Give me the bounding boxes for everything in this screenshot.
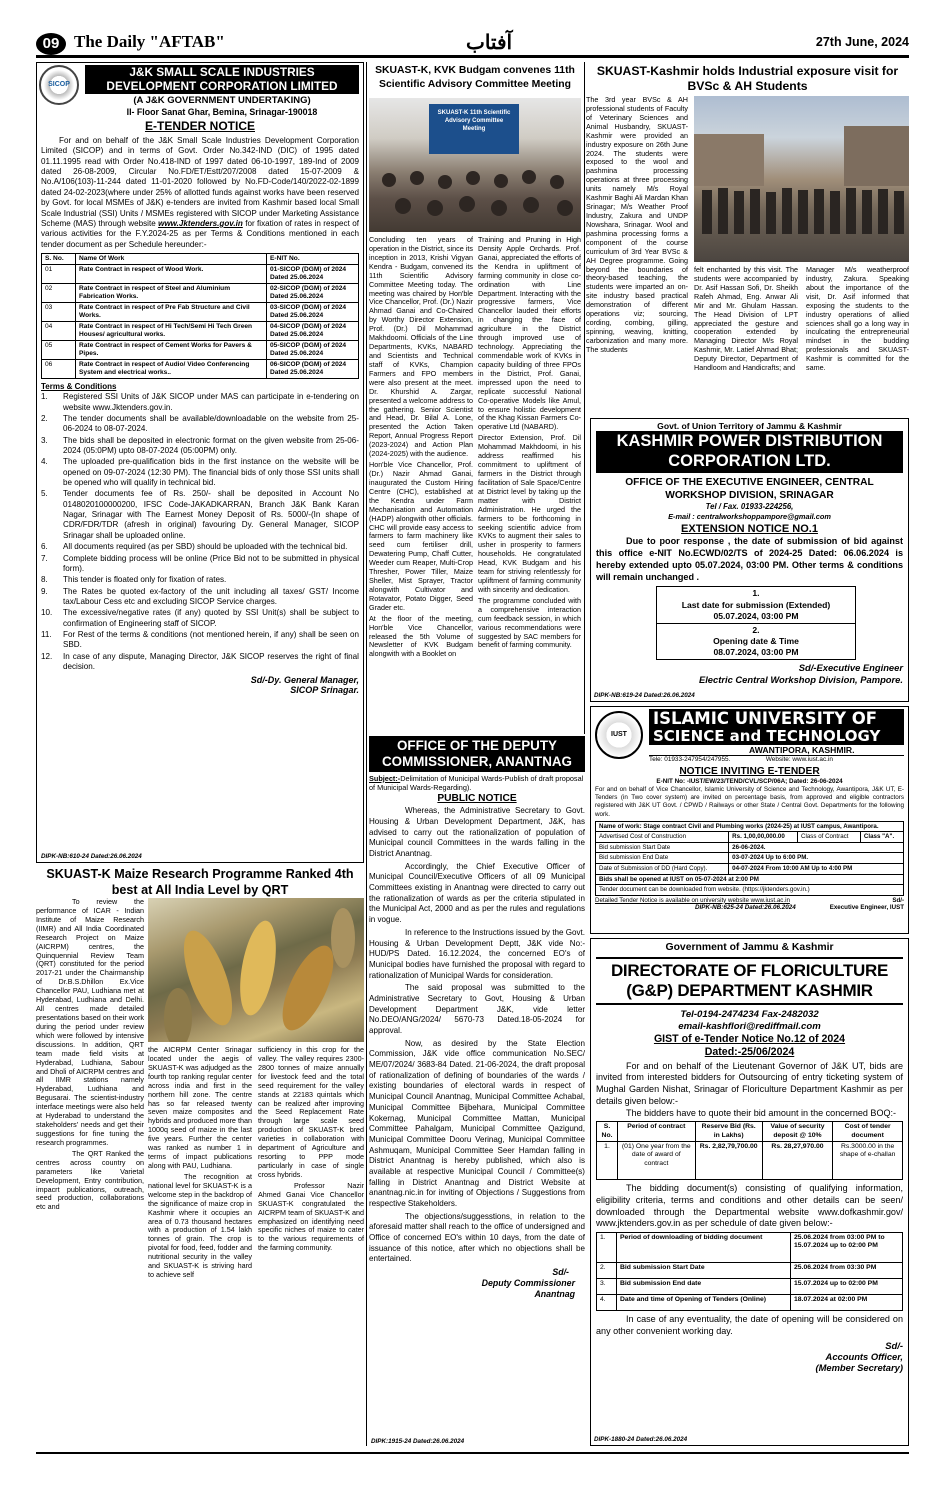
table-cell: Rs. 28,27,970.00: [762, 1142, 832, 1180]
term-text: Tender documents fee of Rs. 250/- shall be deposited in Account No 0148020100000200, IFSC Code-JAKADKARRAN, Branch J&K Bank Karan Nagar, Srinagar with The Earnest Money Deposit of Rs. 5000/-(In shape of CDR/FDR/TDR (afresh in original) favouring Dy. General Manager, SICOP Srinagar shall be uploaded online.: [63, 489, 359, 540]
term-text: The excessive/negative rates (if any) quoted by SSI Unit(s) shall be subject to confirmation of Engineering staff of SICOP.: [63, 608, 359, 628]
maize-cobs-illustration: [148, 898, 364, 1042]
flori-para2: The bidding document(s) consisting of qualifying information, eligibility criteria, terms and conditions and other details can be seen/ downloaded through the Departmental website www.dofkashmir.gov/ www.jktenders.gov.in as per schedule of date given below:-: [596, 1183, 903, 1229]
deputy-commissioner-notice: [369, 736, 585, 1446]
table-cell: 03-SICOP (DGM) of 2024 Dated 25.06.2024: [267, 303, 359, 322]
term-text: Registered SSI Units of J&K SICOP under MAS can participate in e-tendering on website www.Jktenders.gov.in.: [63, 392, 359, 412]
table-cell: 01-SICOP (DGM) of 2024 Dated 25.06.2024: [267, 265, 359, 284]
table-cell: 04-SICOP (DGM) of 2024 Dated 25.06.2024: [267, 322, 359, 341]
iust-enit: E-NIT No: -IUST/EW/23/TEND/CVL/SCP/06A; Dated: 26-06-2024: [656, 778, 843, 786]
kvk-para-2: Hon'ble Vice Chancellor, Prof. (Dr.) Nazir Ahmad Ganai, inaugurated the Custom Hiring Centre (CHC), established at the Kendra under Farm Mechanisation and Automation (HADP) alongwith other officials. CHC will provide easy access to farmers to farm machinery like seed cum fertiliser drill, Dewatering Pump, Chaff Cutter, Weeder cum Reaper, Multi-Crop Thresher, Power Tiller, Maize Sheller, Mist Sprayer, Tractor alongwith Cultivator and Rotavator, Potato Digger, Seed Grader etc.: [369, 460, 473, 612]
bvsc-headline-area: [586, 64, 909, 94]
table-cell: [657, 623, 856, 660]
list-item: [41, 587, 359, 608]
maize-col-3: [258, 1046, 364, 1450]
term-number: 12.: [41, 651, 53, 661]
deputy-para: In reference to the Instructions issued by the Govt. Housing & Urban Development Deptt, J&K vide No:-HUD/PS Dated. 16.12.2024, the concerned EO's of Municipal bodies have furnished the proposal with regard to rationalization of Municipal Wards for consideration.: [369, 927, 585, 980]
table-cell: 02: [42, 284, 76, 303]
table-cell: Rate Contract in respect of Wood Work.: [76, 265, 267, 284]
table-cell: 1.: [597, 1233, 617, 1263]
kpdcl-body: Due to poor response , the date of submission of bid against this office e-NIT No.ECWD/02/TS of 2024-25 Dated: 06.06.2024 is hereby extended upto 05.07.2024, 03:00 PM. Other terms & conditions will remain unchanged .: [596, 536, 903, 582]
flori-schedule-table: [596, 1232, 903, 1311]
table-row: [657, 623, 856, 660]
table-row: [596, 885, 904, 896]
kpdcl-row-number: 2.: [752, 624, 760, 635]
kpdcl-govt: Govt. of Union Territory of Jammu & Kashmir: [657, 421, 842, 431]
flori-boq: The bidders have to quote their bid amount in the concerned BOQ:-: [626, 1107, 897, 1118]
table-cell: Rs. 1,00,00,000.00: [729, 832, 798, 843]
table-cell: Bid submission Start Date: [596, 842, 729, 853]
table-header: Cost of tender document: [833, 1122, 903, 1142]
term-number: 10.: [41, 608, 53, 618]
table-cell: Rs. 2,82,79,700.00: [695, 1142, 762, 1180]
sicop-schedule-table: [41, 253, 359, 379]
iust-details-table: [595, 821, 904, 896]
deputy-body: [369, 806, 585, 1265]
term-text: Complete bidding process will be online (Price Bid not to be submitted in physical form).: [63, 553, 359, 573]
table-cell: 2.: [597, 1263, 617, 1279]
table-cell: 01: [42, 265, 76, 284]
table-row: [596, 863, 904, 874]
bvsc-col-1: [586, 96, 688, 414]
table-row: [596, 853, 904, 864]
term-text: In case of any dispute, Managing Director, J&K SICOP reserves the right of final decision.: [63, 651, 359, 672]
flori-bid-table: [596, 1121, 903, 1180]
deputy-para: Accordingly, the Chief Executive Officer of Municipal Council/Executive Officers of all 09 Municipal Committees existing in Anantnag were directed to carry out the rationalization of wards as per the criteria stipulated in the Municipal Act, 2000 and as per the rules and regulations in vogue.: [369, 861, 585, 925]
column-rule: [366, 62, 367, 1446]
sicop-dipk: DIPK-NB:610-24 Dated:26.06.2024: [41, 853, 142, 861]
term-text: The bids shall be deposited in electronic format on the given website from 25-06-2024 (05:0PM) upto 08-07-2024 (05:00PM) only.: [63, 435, 359, 455]
flori-title: DIRECTORATE OF FLORICULTURE (G&P) DEPARTMENT KASHMIR: [596, 957, 903, 1006]
column-rule: [584, 62, 585, 734]
sicop-logo-icon: [39, 65, 79, 105]
flori-gist: GIST of e-Tender Notice No.12 of 2024: [653, 1032, 846, 1045]
table-cell: Bid submission End Date: [596, 853, 729, 864]
iust-work-label: Name of work:: [599, 822, 642, 830]
kpdcl-row-number: 1.: [752, 588, 760, 599]
kpdcl-signature-title: Sd/-Executive Engineer: [798, 662, 903, 674]
bvsc-students-photo: [694, 96, 909, 262]
kvk-meeting-photo: [369, 98, 581, 232]
table-cell: Date of Submission of DD (Hard Copy).: [596, 863, 729, 874]
table-cell: Bid submission Start Date: [617, 1263, 791, 1279]
table-cell: Bids shall be opened at IUST on 05-07-2024 at 2:00 PM: [596, 874, 904, 885]
term-number: 8.: [41, 575, 48, 585]
table-cell: 03-07-2024 Up to 6:00 PM.: [729, 853, 904, 864]
kpdcl-tel: Tel / Fax. 01933-224256,: [705, 502, 794, 512]
table-cell: (01) One year from the date of award of contract: [618, 1142, 696, 1180]
table-row: [42, 360, 359, 379]
deputy-subject-text: Delimitation of Municipal Wards-Publish of draft proposal of Municipal Wards-Regarding).: [369, 773, 584, 792]
kvk-para-3: At the floor of the meeting, Hon'ble Vice Chancellor, released the 5th Volume of Newsletter of KVK Budgam alongwith with a Booklet on: [369, 613, 473, 659]
table-header: Name Of Work: [76, 254, 267, 265]
table-cell: [657, 587, 856, 624]
table-cell: 04-07-2024 From 10:00 AM Up to 4:00 PM: [729, 863, 904, 874]
table-cell: 25.06.2024 from 03:00 PM to 15.07.2024 up to 02:00 PM: [791, 1233, 903, 1263]
bottom-rule: [36, 1452, 909, 1454]
kpdcl-row-label: Opening date & Time: [713, 636, 799, 647]
bvsc-headline: SKUAST-Kashmir holds Industrial exposure visit for BVSc & AH Students: [596, 64, 899, 93]
iust-name-line-1: ISLAMIC UNIVERSITY OF: [653, 709, 878, 728]
table-row: [596, 832, 904, 843]
table-cell: 26-06-2024.: [729, 842, 904, 853]
term-number: 9.: [41, 586, 48, 596]
kpdcl-email[interactable]: E-mail : centralworkshoppampore@gmail.com: [668, 511, 831, 521]
issue-date: 27th June, 2024: [815, 35, 909, 49]
sicop-logo-label: SICOP: [48, 80, 70, 88]
bvsc-para-1: The 3rd year BVSc & AH professional students of Faculty of Veterinary Sciences and Animal Husbandry, SKUAST-Kashmir were provided an industry exposure on 26th June 2024. The students were exposed to the wool and pashmina processing operations at three processing units namely M/s Royal Kashmir Baghi Ali Mardan Khan Srinagar; M/s Weather Proof Industry, Zakura and UNDP Nowshara, Srinagar. Wool and pashmina processing forms a component of the course curriculum of 3rd Year BVSc & AH Degree programme. Going beyond the boundaries of theory-based teaching, the students were imparted an on-site industry based practical demonstration of different operations viz; sourcing, cording, combing, gilling, spinning, weaving, knitting, carbonization and many more. The students: [586, 96, 688, 354]
kpdcl-dates-table: [656, 586, 856, 660]
term-number: 4.: [41, 457, 48, 467]
table-row: [596, 842, 904, 853]
table-cell: [596, 821, 904, 832]
maize-headline: SKUAST-K Maize Research Programme Ranked 4th best at All India Level by QRT: [46, 867, 354, 898]
maize-col-1: [36, 898, 144, 1450]
table-cell: Rate Contract in respect of Hi Tech/Semi Hi Tech Green Houses/ agricultural works.: [76, 322, 267, 341]
iust-detail-link[interactable]: Detailed Tender Notice is available on university website www.iust.ac.in: [595, 896, 790, 904]
paper-name: The Daily "AFTAB": [74, 32, 225, 51]
table-cell: Bid submission End date: [617, 1279, 791, 1295]
kvk-col-1: [369, 236, 473, 734]
table-cell: 05-SICOP (DGM) of 2024 Dated 25.06.2024: [267, 341, 359, 360]
table-cell: 02-SICOP (DGM) of 2024 Dated 25.06.2024: [267, 284, 359, 303]
table-row: [596, 874, 904, 885]
term-text: All documents required (as per SBD) should be uploaded with the technical bid.: [63, 542, 348, 552]
deputy-para: Now, as desired by the State Election Commission, J&K vide office communication No.SEC/ ME/07/2024/ 3683-84 Dated. 21-06-2024, the draft proposal of rationalization of defining of boundaries of the wards / existing boundaries of electoral wards in respect of Municipal Council Anantnag, Municipal Committee Achabal, Municipal Committee Bijbehara, Municipal Committee Kokernag, Municipal Committee Mattan, Municipal Committee Pahalgam, Municipal Committee Qazigund, Municipal Committee Dooru Verinag, Municipal Committee Ashmuqam, Municipal Committee Seer Hamdan falling in District Anantnag is hereby published, which also is available at respective Municipal Council / Committee(s) falling in District Anantnag and District Website at anantnag.nic.in for inviting of Objections / Suggestions from respective Stakeholders.: [369, 1038, 585, 1209]
sicop-signature-office: SICOP Srinagar.: [290, 685, 359, 696]
kpdcl-row-value: 08.07.2024, 03:00 PM: [713, 647, 799, 658]
table-header: Period of contract: [618, 1122, 696, 1142]
flori-tel: Tel-0194-2474234 Fax-2482032: [680, 1009, 819, 1021]
table-cell: 04: [42, 322, 76, 341]
masthead: [36, 32, 909, 58]
table-cell: Class "A".: [860, 832, 903, 843]
table-row: [42, 303, 359, 322]
table-cell: 05: [42, 341, 76, 360]
list-item: [41, 457, 359, 488]
list-item: [41, 630, 359, 651]
kvk-para-6: The programme concluded with a comprehensive interaction cum feedback session, in which various recommendations were suggested by SAC members for benefit of farming community.: [478, 595, 581, 650]
term-number: 11.: [41, 630, 52, 640]
term-text: The tender documents shall be available/downloadable on the website from 25-06-2024 to 08-07-2024.: [63, 413, 359, 434]
sicop-address: II- Floor Sanat Ghar, Bemina, Srinagar-190018: [126, 106, 318, 117]
sicop-tender-ad: [36, 62, 364, 863]
kpdcl-office: OFFICE OF THE EXECUTIVE ENGINEER, CENTRAL WORKSHOP DIVISION, SRINAGAR: [625, 477, 874, 502]
term-text: For Rest of the terms & conditions (not mentioned herein, if any) shall be seen on SBD.: [63, 630, 359, 650]
sicop-terms-title: Terms & Conditions: [41, 382, 117, 392]
table-cell: Tender document can be downloaded from website. (https://jktenders.gov.in.): [596, 885, 904, 896]
flori-govt: Government of Jammu & Kashmir: [665, 942, 834, 953]
maize-para-5: sufficiency in this crop for the valley. The valley requires 2300-2800 tonnes of maize annually for livestock feed and the total seed requirement for the valley stands at 22183 quintals which can be realized after improving the Seed Replacement Rate through large scale seed production of SKUAST-K bred varieties in collaboration with department of Agriculture and resorting to PPP mode particularly in case of single cross hybrids.: [258, 1046, 364, 1179]
iust-name-line-2: SCIENCE and TECHNOLOGY: [653, 727, 881, 746]
kvk-headline-area: [369, 64, 581, 94]
flori-signature-sd: Sd/-: [885, 1339, 903, 1351]
table-row: [42, 322, 359, 341]
table-cell: 3.: [597, 1279, 617, 1295]
table-cell: Class of Contract: [798, 832, 861, 843]
iust-footer-row: [595, 897, 904, 905]
table-row: [597, 1142, 903, 1180]
iust-signature: Sd/-: [892, 896, 904, 904]
table-row: [42, 284, 359, 303]
table-row: [597, 1233, 903, 1263]
flori-intro: For and on behalf of the Lieutenant Governor of J&K UT, bids are invited from interested bidders for Outsourcing of entry ticketing system of Mughal Garden Nishat, Srinagar of Floriculture Department Kashmir as per details given below:-: [596, 1060, 903, 1106]
table-row: [42, 265, 359, 284]
iust-intro: For and on behalf of Vice Chancellor, Islamic University of Science and Technology, Awantipora, J&K UT, E-Tenders (in Two cover system) are invited on percentage basis, from approved and eligible contractors registered with J&K UT Govt. / CPWD / Railways or other State / Central Govt. Departments for the following work.: [595, 786, 904, 818]
maize-para-6: Professor Nazir Ahmed Ganai Vice Chancellor SKUAST-K congratulated the AICRPM team of SKUAST-K and emphasized on identifying need specific niches of maize to cater to the various requirements of the farming community.: [258, 1180, 364, 1253]
sicop-intro-link[interactable]: www.Jktenders.gov.in: [158, 218, 243, 228]
list-item: [41, 489, 359, 541]
table-row: [42, 341, 359, 360]
kpdcl-row-value: 05.07.2024, 03:00 PM: [713, 610, 799, 621]
term-text: This tender is floated only for fixation of rates.: [63, 575, 227, 585]
term-number: 7.: [41, 553, 48, 563]
list-item: [41, 414, 359, 435]
kpdcl-title: KASHMIR POWER DISTRIBUTION CORPORATION LTD.: [596, 431, 903, 473]
sicop-terms-list: [41, 392, 359, 672]
maize-para-2: The QRT Ranked the centres across country on parameters like Varietal Development, Entry contribution, impacrt publications, outreach, seed production, collaborations etc and: [36, 1148, 144, 1212]
deputy-para: The said proposal was submitted to the Administrative Secretary to Govt, Housing & Urban Development Department J&K, vide letter No.DEO/ANG/2024/ 5670-73 Dated.18-05-2024 for approval.: [369, 983, 585, 1036]
kpdcl-dipk: DIPK-NB:619-24 Dated:26.06.2024: [594, 692, 695, 700]
kpdcl-row-label: Last date for submission (Extended): [681, 599, 831, 610]
paper-logo: آفتاب: [466, 30, 513, 54]
iust-seal-icon: [595, 711, 643, 759]
iust-executive-engineer: Executive Engineer, IUST: [829, 904, 904, 912]
table-cell: 18.07.2024 at 02:00 PM: [791, 1295, 903, 1311]
flori-signature-role: (Member Secretary): [815, 1362, 903, 1374]
table-row: [657, 587, 856, 624]
bvsc-col-2: [694, 266, 798, 414]
sicop-org-name: J&K SMALL SCALE INDUSTRIES DEVELOPMENT CORPORATION LIMITED: [85, 65, 359, 94]
floriculture-notice: [590, 938, 909, 1446]
table-cell: Rate Contract in respect of Steel and Aluminium Fabrication Works.: [76, 284, 267, 303]
table-row: [596, 821, 904, 832]
page-number: 09: [36, 33, 66, 55]
term-text: The uploaded pre-qualification bids in the first instance on the website will be opened on 09-07-2024 (12:30 PM). The financial bids of only those SSI units shall be opened who will qualify in technical bid.: [63, 457, 359, 488]
kvk-audience-illustration: [369, 98, 581, 232]
flori-signature-title: Accounts Officer,: [825, 1351, 903, 1362]
iust-footer-row-2: [595, 904, 904, 912]
table-row: [597, 1263, 903, 1279]
bvsc-para-2: felt enchanted by this visit. The students were accompanied by Dr. Asif Hassan Sofi, Dr. Sheikh Rafeh Ahmad, Eng. Anwar Ali Mir and Mr. Ghulam Hassan. The Head Division of LPT appreciated the gesture and cooperation extended by Managing Director M/s Royal Kashmir, Mr. Latief Ahmad Bhat; Deputy Director, Department of Handloom and Handicrafts; and: [694, 266, 798, 373]
table-header-row: [42, 254, 359, 265]
term-number: 1.: [41, 392, 48, 402]
sicop-intro-a: For and on behalf of the J&K Small Scale Industries Development Corporation Limited (SICOP) and in terms of Govt. Order No.342-IND (DIC) of 1995 dated 01.11.1995 read with Order No.418-IND of 1997 dated 06-10-1997, 189-Ind of 2009 dated 26-08-2009, Circular No.FD/ET/Estt/207/2008 dated 15-07-2009 & No.A/106(103)-11-244 dated 11-01-2020 followed by No.FD-Code/140/2022-02-1899 dated 24-02-2023(where under 25% of allotted funds against works have been reserved by Govt. for local MSMEs of J&K) e-tenders are invited from Kashmir based local Small Scale Industrial (SSI) Units / MSMEs registered with SICOP under Marketing Assistance Scheme (MAS) through website: [41, 136, 359, 228]
table-cell: Rate Contract in respect of Pre Fab Structure and Civil Works.: [76, 303, 267, 322]
kvk-para-4: Training and Pruning in High Density Apple Orchards. Prof. Ganai, appreciated the efforts of the Kendra in upliftment of farming community in close co-ordination with Line Department. Interacting with the progressive farmers, Vice Chancellor lauded their efforts in changing the face of agriculture in the District through improved use of technology. Appreciating the commendable work of KVKs in capacity building of three FPOs in the District, Prof. Ganai, impressed upon the need to replicate successful National Co-operative Models like Amul, to ensure holistic development of the Khag Kissan Farmers Co-operative Ltd (NABARD).: [478, 236, 581, 432]
maize-para-1: To review the performance of ICAR - Indian Institute of Maize Research (IIMR) and All India Coordinated Research Project on Maize (AICRPM) centres, the Quinquennial Review Team (QRT) constituted for the period 2017-21 under the Chairmanship of Dr.B.S.Dhillon Ex.Vice Chancellor PAU, Ludhiana met at Hyderabad, Ludhiana and Delhi. All centres made detailed presentations based on their work during the period under review which were followed by intensive discussions. In addition, QRT team made field visits at Hyderabad, Ludhiana, Sabour and Dholi of AICRPM centres and all IIMR stations namely Hyderabad, Ludhiana and Begusarai. The scientist-industry interface meetings were also held at Hyderabad to understand the stakeholders' needs and get their suggestions for fine tuning the research programmes.: [36, 898, 144, 1147]
iust-dipk: DIPK-NB:625-24 Dated:26.06.2024: [695, 904, 796, 912]
table-cell: Period of downloading of bidding document: [617, 1233, 791, 1263]
table-header-row: [597, 1122, 903, 1142]
deputy-para: The objections/suggesstions, in relation to the aforesaid matter shall reach to the office of undersigned and Office of concerned EO's within 10 days, from the date of issuance of this notice, after which no objections shall be entertained.: [369, 1211, 585, 1264]
iust-contact: Tele: 01933-247954/247955. Website: www.iust.ac.in: [649, 755, 904, 764]
kvk-para-5: Director Extension, Prof. Dil Mohammad Makhdoomi, in his address reaffirmed his commitment to upliftment of farmers in the District through facilitation of Sale Space/Centre at District level by taking up the matter with District Administration. He urged the farmers to be forthcoming in seeking scientific advice from KVKs to augment their sales to usher in prosperity to farmers households. He congratulated Head, KVK Budgam and his team for striving relentlessly for upliftment of farming community with sincerity and dedication.: [478, 433, 581, 594]
table-cell: 03: [42, 303, 76, 322]
deputy-signature-place: Anantnag: [534, 1288, 575, 1299]
flori-para3: In case of any eventuality, the date of opening will be considered on any other convenient working day.: [596, 1314, 903, 1336]
table-cell: Rate Contract in respect of Audio/ Video Conferencing System and electrical works..: [76, 360, 267, 379]
iust-notice: [590, 706, 909, 934]
table-cell: Advertised Cost of Construction: [596, 832, 729, 843]
bvsc-group-illustration: [694, 96, 909, 262]
term-number: 5.: [41, 489, 48, 499]
deputy-dipk: DIPK:1915-24 Dated:26.06.2024: [371, 1438, 465, 1446]
sicop-notice-title: E-TENDER NOTICE: [144, 119, 255, 134]
sicop-signature-title: Sd/-Dy. General Manager,: [250, 674, 359, 685]
table-cell: 4.: [597, 1295, 617, 1311]
table-cell: Rate Contract in respect of Cement Works for Pavers & Pipes.: [76, 341, 267, 360]
kpdcl-notice-title: EXTENSION NOTICE NO.1: [681, 522, 818, 535]
deputy-subject-label: Subject:-: [369, 773, 401, 783]
bvsc-para-3: Manager M/s weatherproof industry, Zakura. Speaking about the importance of the visit, Dr. Asif informed that exposing the students to the industry operations of allied sciences shall go a long way in inculcating the entrepreneurial mindset in the budding professionals and SKUAST-Kashmir is committed for the same.: [806, 266, 909, 373]
table-header: S. No.: [597, 1122, 618, 1142]
term-text: The Rates be quoted ex-factory of the unit including all taxes/ GST/ Income tax/Labour Cess etc and excluding SICOP Service charges.: [63, 586, 359, 606]
list-item: [41, 436, 359, 457]
list-item: [41, 575, 359, 585]
kpdcl-signature-office: Electric Central Workshop Division, Pampore.: [698, 673, 903, 685]
table-cell: Rs.3000.00 in the shape of e-challan: [833, 1142, 903, 1180]
flori-dipk: DIPK-1880-24 Dated:26.06.2024: [594, 1436, 688, 1444]
table-header: S. No.: [42, 254, 76, 265]
table-header: Reserve Bid (Rs. in Lakhs): [695, 1122, 762, 1142]
iust-notice-title: NOTICE INVITING E-TENDER: [679, 765, 820, 777]
sicop-intro-b: for fixation of rates in respect of various activities for the F.Y.2024-25 as per Terms & Conditions mentioned in each tender document as per Schedule hereunder:-: [41, 218, 359, 249]
table-cell: 06-SICOP (DGM) of 2024 Dated 25.06.2024: [267, 360, 359, 379]
term-number: 3.: [41, 435, 48, 445]
deputy-signature-sd: Sd/-: [552, 1267, 569, 1278]
iust-name: [649, 709, 904, 745]
maize-field-photo: [148, 898, 364, 1042]
deputy-notice-title: PUBLIC NOTICE: [437, 792, 517, 804]
kvk-photo-banner: SKUAST-K 11th Scientific Advisory Committee Meeting: [429, 104, 519, 154]
kvk-col-2: [478, 236, 581, 734]
bvsc-col-3: [806, 266, 909, 414]
table-header: Value of security deposit @ 10%: [762, 1122, 832, 1142]
sicop-intro: [41, 136, 359, 250]
deputy-signature-title: Deputy Commissioner: [481, 1277, 575, 1288]
kvk-para-1: Concluding ten years of operation in the District, since its inception in 2013, Krishi Vigyan Kendra - Budgam, convened its 11th Scientific Advisory Committee Meeting today. The meeting was chaired by Hon'ble Vice Chancellor, Prof. (Dr.) Nazir Ahmad Ganai and Co-Chaired by Worthy Director Extension, Prof. (Dr.) Dil Mohammad Makhdoomi. Officials of the Line Departments, KVKs, NABARD and Scientists and Technical staff of KVKs, Champion Farmers and FPO members were also present at the meet. Dr. Khurshid A. Zargar, presented a welcome address to the gathering. Senior Scientist and Head, Dr. Bilal A. Lone, presented the Action Taken Report, Annual Progress Report (2023-2024) and Action Plan (2024-2025) with the audience.: [369, 236, 473, 459]
table-cell: 25.06.2024 from 03:30 PM: [791, 1263, 903, 1279]
list-item: [41, 554, 359, 575]
table-cell: 06: [42, 360, 76, 379]
list-item: [41, 392, 359, 413]
deputy-subject: [369, 774, 585, 792]
table-header: E-NIT No.: [267, 254, 359, 265]
list-item: [41, 542, 359, 552]
flori-dated: Dated:-25/06/2024: [704, 1045, 795, 1058]
maize-col-2: [148, 1046, 252, 1450]
table-cell: 1.: [597, 1142, 618, 1180]
sicop-subtitle: (A J&K GOVERNMENT UNDERTAKING): [133, 95, 311, 107]
iust-work: Stage contract Civil and Plumbing works (2024-25) at IUST campus, Awantipora.: [643, 822, 879, 830]
table-row: [597, 1279, 903, 1295]
list-item: [41, 608, 359, 629]
iust-seal-label: IUST: [611, 730, 627, 738]
table-cell: Date and time of Opening of Tenders (Online): [617, 1295, 791, 1311]
iust-place: AWANTIPORA, KASHMIR.: [749, 744, 855, 755]
kvk-headline: SKUAST-K, KVK Budgam convenes 11th Scientific Advisory Committee Meeting: [375, 65, 575, 91]
list-item: [41, 652, 359, 673]
term-number: 2.: [41, 413, 48, 423]
maize-para-3: the AICRPM Center Srinagar located under the aegis of SKUAST-K was adjudged as the fourth top ranking regular center across india and first in the northern hill zone. The centre has so far released twenty seven maize composites and hybrids and produced more than 1000q seed of maize in the last five years. Further the center was ranked as number 1 in terms of impact publications along with PAU, Ludhiana.: [148, 1046, 252, 1170]
deputy-title: OFFICE OF THE DEPUTY COMMISSIONER, ANANTNAG: [369, 736, 585, 772]
kpdcl-notice: [590, 418, 909, 702]
maize-para-4: The recognition at national level for SKUAST-K is a welcome step in the backdrop of the significance of maize crop in Kashmir where it occupies an area of 0.73 thousand hectares with a production of 1.54 lakh tonnes of grain. The crop is pivotal for food, feed, fodder and nutritional security in the valley and SKUAST-K is striving hard to achieve self: [148, 1171, 252, 1280]
term-number: 6.: [41, 542, 48, 552]
deputy-para: Whereas, the Administrative Secretary to Govt. Housing & Urban Development Department, J&K, has advised to carry out the rationalization of population of Municipal council Committees in the wards falling in the District Anantnag.: [369, 806, 585, 859]
flori-email[interactable]: email-kashflori@rediffmail.com: [678, 1021, 821, 1033]
table-row: [597, 1295, 903, 1311]
table-cell: 15.07.2024 up to 02:00 PM: [791, 1279, 903, 1295]
